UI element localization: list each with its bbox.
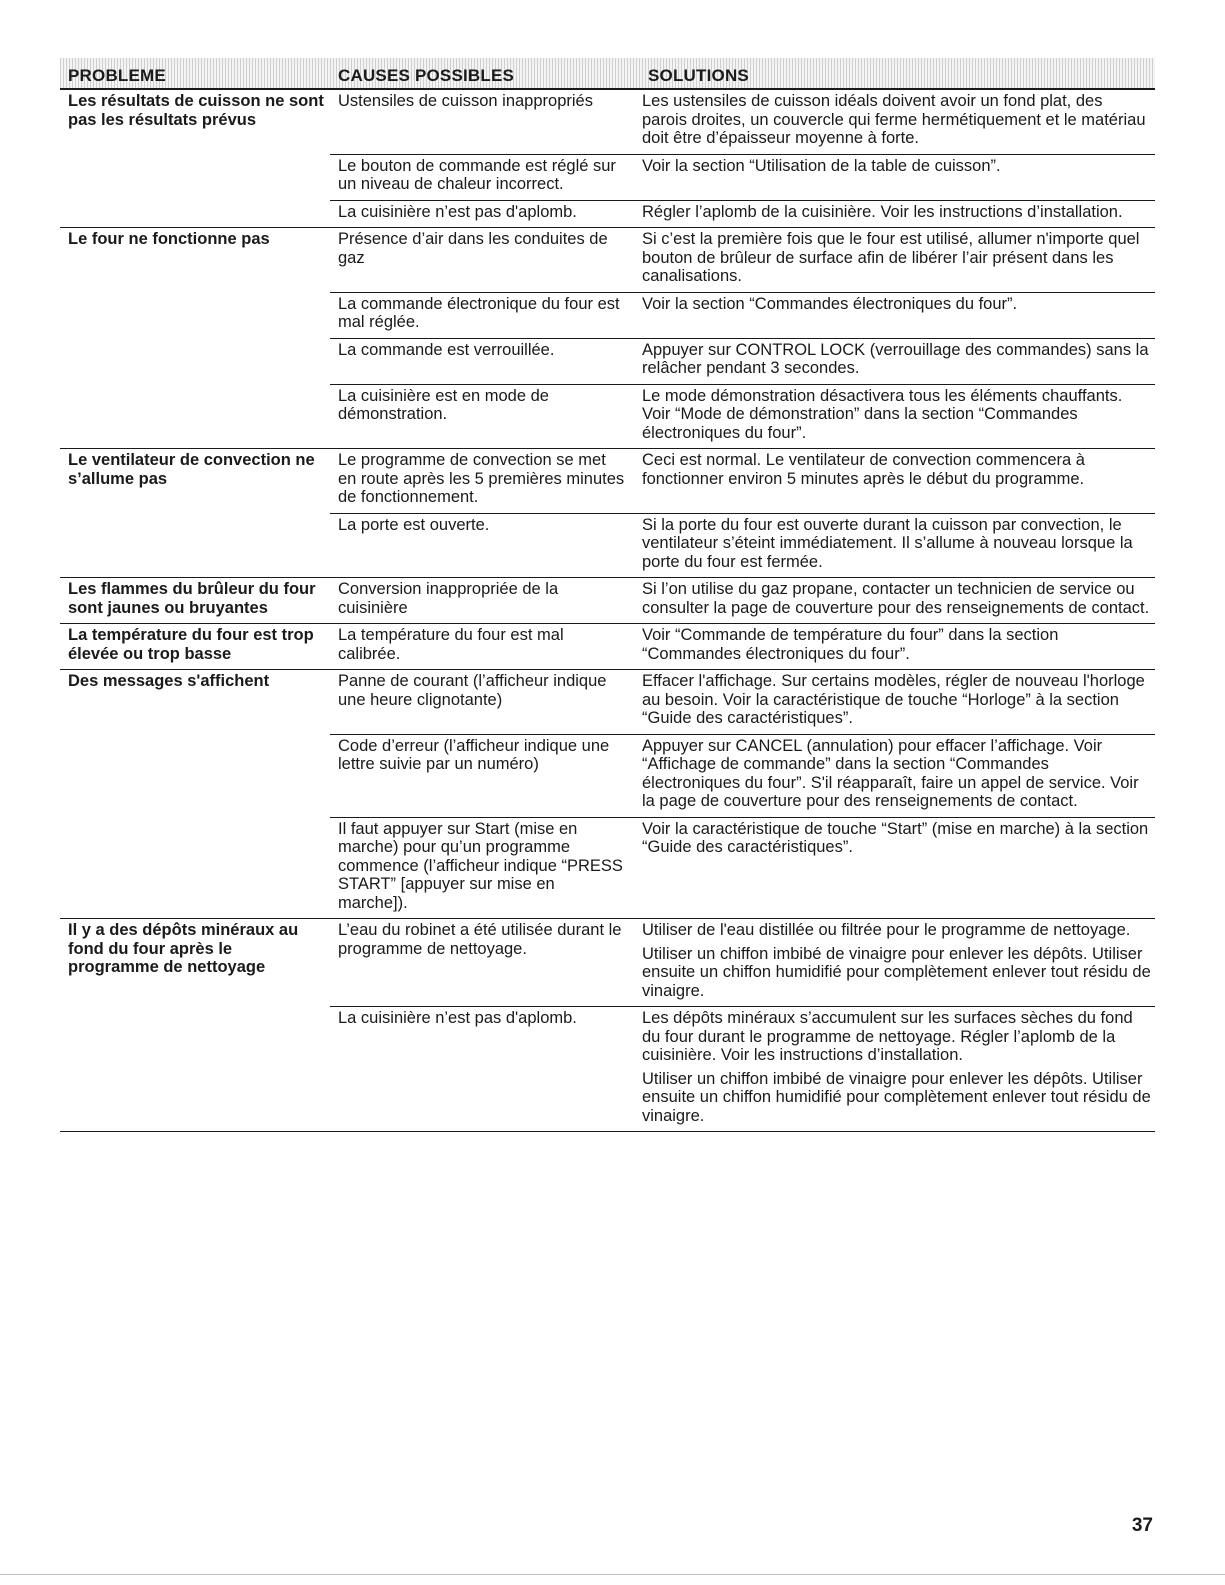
cause-cell: La cuisinière n’est pas d'aplomb.	[338, 202, 577, 221]
cause-cell: L’eau du robinet a été utilisée durant le programme de nettoyage.	[338, 921, 622, 958]
cause-solution-list	[330, 919, 1155, 1131]
cause-solution-list	[330, 624, 1155, 669]
solution-cell	[640, 626, 1155, 663]
cause-cell: Code d’erreur (l’afficheur indique une lettre suivie par un numéro)	[338, 736, 610, 773]
solution-cell	[640, 820, 1155, 913]
cause-solution-list	[330, 90, 1155, 227]
table-header	[60, 58, 1155, 90]
table-row	[330, 670, 1155, 734]
cause-solution-list	[330, 228, 1155, 448]
solution-cell	[640, 737, 1155, 811]
cause-cell: La commande électronique du four est mal réglée.	[338, 294, 620, 331]
solution-cell	[640, 157, 1155, 194]
cause-cell: Panne de courant (l’afficheur indique une heure clignotante)	[338, 672, 607, 709]
table-row	[330, 1006, 1155, 1131]
table-row	[330, 817, 1155, 919]
cause-cell: La porte est ouverte.	[338, 515, 490, 534]
cause-cell: La cuisinière est en mode de démonstration.	[338, 386, 549, 423]
solution-cell	[640, 295, 1155, 332]
solution-cell	[640, 203, 1155, 222]
solution-cell	[640, 387, 1155, 443]
solution-paragraph: Voir la section “Commandes électroniques du four”.	[642, 294, 1018, 313]
solution-paragraph: Si l’on utilise du gaz propane, contacter un technicien de service ou consulter la page de couverture pour des renseignements de contact.	[642, 580, 1150, 617]
cause-cell: Le programme de convection se met en route après les 5 premières minutes de fonctionnement.	[338, 451, 625, 506]
solution-cell	[640, 580, 1155, 617]
cause-solution-list	[330, 670, 1155, 918]
solution-cell	[640, 516, 1155, 572]
troubleshooting-table	[60, 58, 1155, 1132]
cause-cell: Présence d’air dans les conduites de gaz	[338, 230, 608, 267]
table-row	[330, 624, 1155, 669]
table-row	[330, 228, 1155, 292]
cause-cell: La température du four est mal calibrée.	[338, 626, 564, 663]
solution-paragraph: Utiliser un chiffon imbibé de vinaigre pour enlever les dépôts. Utiliser ensuite un chiffon humidifié pour complètement enlever tout résidu de vinaigre.	[642, 1069, 1151, 1125]
solution-paragraph: Voir “Commande de température du four” dans la section “Commandes électroniques du four”.	[642, 626, 1059, 663]
table-row	[330, 384, 1155, 449]
table-row	[330, 90, 1155, 154]
table-row	[330, 200, 1155, 228]
problem-label: Les flammes du brûleur du four sont jaunes ou bruyantes	[68, 580, 316, 617]
solution-cell	[640, 92, 1155, 148]
table-row	[330, 154, 1155, 200]
problem-group	[60, 578, 1155, 624]
solution-paragraph: Voir la section “Utilisation de la table de cuisson”.	[642, 156, 1001, 175]
problem-group	[60, 624, 1155, 670]
solution-cell	[640, 672, 1155, 728]
solution-paragraph: Régler l’aplomb de la cuisinière. Voir les instructions d’installation.	[642, 202, 1123, 221]
solution-paragraph: Si c’est la première fois que le four est utilisé, allumer n'importe quel bouton de brûleur de surface afin de libérer l’air présent dans les canalisations.	[642, 230, 1140, 285]
table-row	[330, 338, 1155, 384]
problem-group	[60, 670, 1155, 919]
table-row	[330, 578, 1155, 623]
cause-solution-list	[330, 449, 1155, 577]
solution-paragraph: Le mode démonstration désactivera tous les éléments chauffants. Voir “Mode de démonstration” dans la section “Commandes électroniques du four”.	[642, 386, 1123, 442]
problem-label: Il y a des dépôts minéraux au fond du four après le programme de nettoyage	[68, 921, 299, 976]
table-row	[330, 449, 1155, 513]
header-problem: PROBLEME	[68, 66, 166, 85]
solution-cell	[640, 1009, 1155, 1125]
solution-paragraph: Les ustensiles de cuisson idéals doivent avoir un fond plat, des parois droites, un couvercle qui ferme hermétiquement et le matériau doit être d’épaisseur moyenne à forte.	[642, 92, 1146, 147]
solution-cell	[640, 230, 1155, 286]
cause-cell: La cuisinière n’est pas d'aplomb.	[338, 1009, 577, 1027]
table-row	[330, 292, 1155, 338]
table-row	[330, 919, 1155, 1006]
problem-group	[60, 449, 1155, 578]
cause-cell: Le bouton de commande est réglé sur un niveau de chaleur incorrect.	[338, 156, 616, 193]
page-number: 37	[1131, 1515, 1153, 1536]
solution-paragraph: Voir la caractéristique de touche “Start” (mise en marche) à la section “Guide des caractéristiques”.	[642, 819, 1149, 856]
table-row	[330, 734, 1155, 817]
bottom-divider	[0, 1574, 1225, 1575]
header-solutions: SOLUTIONS	[648, 66, 749, 85]
problem-label: La température du four est trop élevée ou trop basse	[68, 626, 314, 663]
problem-group	[60, 90, 1155, 228]
solution-cell	[640, 921, 1155, 1000]
solution-paragraph: Utiliser de l'eau distillée ou filtrée pour le programme de nettoyage.	[642, 921, 1131, 939]
cause-cell: Ustensiles de cuisson inappropriés	[338, 92, 593, 110]
problem-label: Le four ne fonctionne pas	[68, 230, 270, 248]
problem-label: Le ventilateur de convection ne s’allume pas	[68, 451, 315, 488]
table-row	[330, 513, 1155, 578]
cause-solution-list	[330, 578, 1155, 623]
cause-cell: Il faut appuyer sur Start (mise en marche) pour qu’un programme commence (l’afficheur indique “PRESS START” [appuyer sur mise en marche]).	[338, 819, 623, 912]
solution-paragraph: Effacer l'affichage. Sur certains modèles, régler de nouveau l'horloge au besoin. Voir la caractéristique de touche “Horloge” à la section “Guide des caractéristiques”.	[642, 672, 1145, 727]
cause-cell: La commande est verrouillée.	[338, 340, 555, 359]
header-causes: CAUSES POSSIBLES	[338, 66, 515, 85]
solution-paragraph: Appuyer sur CANCEL (annulation) pour effacer l’affichage. Voir “Affichage de commande” dans la section “Commandes électroniques du four”. S'il réapparaît, faire un appel de service. Voir la page de couverture pour des renseignements de contact.	[642, 736, 1139, 810]
solution-paragraph: Utiliser un chiffon imbibé de vinaigre pour enlever les dépôts. Utiliser ensuite un chiffon humidifié pour complètement enlever tout résidu de vinaigre.	[642, 944, 1151, 1000]
solution-paragraph: Si la porte du four est ouverte durant la cuisson par convection, le ventilateur s’éteint immédiatement. Il s’allume à nouveau lorsque la porte du four est fermée.	[642, 515, 1133, 571]
solution-cell	[640, 341, 1155, 378]
solution-cell	[640, 451, 1155, 507]
cause-cell: Conversion inappropriée de la cuisinière	[338, 580, 559, 617]
solution-paragraph: Appuyer sur CONTROL LOCK (verrouillage des commandes) sans la relâcher pendant 3 secondes.	[642, 340, 1149, 377]
problem-label: Des messages s'affichent	[68, 672, 270, 690]
problem-label: Les résultats de cuisson ne sont pas les résultats prévus	[68, 92, 324, 129]
solution-paragraph: Les dépôts minéraux s’accumulent sur les surfaces sèches du fond du four durant le programme de nettoyage. Régler l’aplomb de la cuisinière. Voir les instructions d’installation.	[642, 1009, 1133, 1064]
problem-group	[60, 919, 1155, 1132]
solution-paragraph: Ceci est normal. Le ventilateur de convection commencera à fonctionner environ 5 minutes après le début du programme.	[642, 451, 1085, 488]
table-body	[60, 90, 1155, 1132]
problem-group	[60, 228, 1155, 449]
